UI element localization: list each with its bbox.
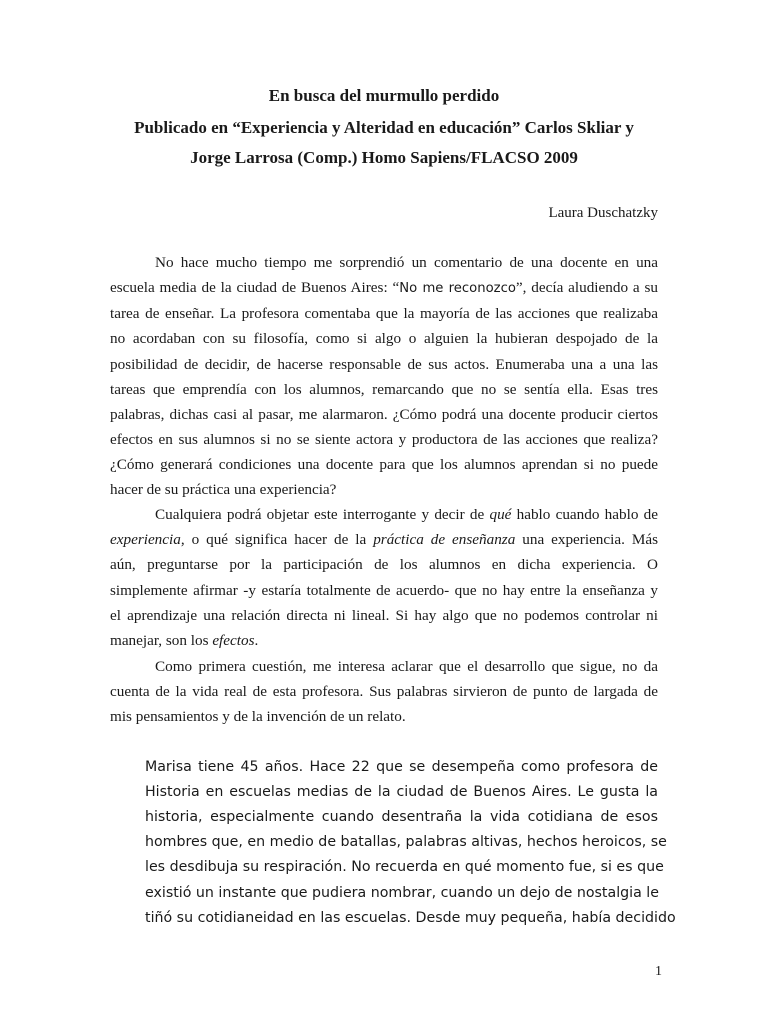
emphasis-text: qué [489, 506, 512, 523]
text-line: no acordaban con su filosofía, como si algo o alguien la hubieran despojado de la [110, 330, 658, 347]
narrative-line: tiñó su cotidianeidad en las escuelas. Desde muy pequeña, había decidido [145, 910, 676, 926]
narrative-line: Historia en escuelas medias de la ciudad de Buenos Aires. Le gusta la [145, 784, 658, 800]
text-line: tarea de enseñar. La profesora comentaba que la mayoría de las acciones que realizaba [110, 305, 658, 322]
narrative-line: historia, especialmente cuando desentraña la vida cotidiana de esos [145, 809, 658, 825]
narrative-line: Marisa tiene 45 años. Hace 22 que se desempeña como profesora de [145, 759, 658, 775]
text-line: aún, preguntarse por la participación de los alumnos en dicha experiencia. O [110, 556, 658, 573]
emphasis-text: experiencia [110, 531, 181, 548]
publication-info-line-2: Jorge Larrosa (Comp.) Homo Sapiens/FLACSO 2009 [190, 148, 578, 167]
narrative-line: existió un instante que pudiera nombrar, cuando un dejo de nostalgia le [145, 885, 659, 901]
text-line: el aprendizaje una relación directa ni lineal. Si hay algo que no podemos controlar ni [110, 607, 658, 624]
text-line: No hace mucho tiempo me sorprendió un comentario de una docente en una [155, 254, 658, 271]
document-title: En busca del murmullo perdido [268, 86, 500, 105]
emphasis-text: práctica de enseñanza [373, 531, 516, 548]
text-line: tareas que emprendía con los alumnos, remarcando que no se sentía ella. Esas tres [110, 381, 658, 398]
narrative-line: les desdibuja su respiración. No recuerda en qué momento fue, si es que [145, 859, 664, 875]
author-name: Laura Duschatzky [548, 205, 658, 221]
text-line: mis pensamientos y de la invención de un relato. [110, 708, 406, 725]
text-line: experiencia, o qué significa hacer de la práctica de enseñanza una experiencia. Más [110, 531, 658, 548]
text-line: palabras, dichas casi al pasar, me alarmaron. ¿Cómo podrá una docente producir ciertos [110, 406, 658, 423]
emphasis-text: efectos [212, 632, 255, 649]
text-line: hacer de su práctica una experiencia? [110, 481, 337, 498]
text-line: efectos en sus alumnos si no se siente actora y productora de las acciones que realiza? [110, 431, 658, 448]
publication-info-line-1: Publicado en “Experiencia y Alteridad en educación” Carlos Skliar y [134, 118, 634, 137]
text-line: ¿Cómo generará condiciones una docente para que los alumnos aprendan si no puede [110, 456, 658, 473]
text-line: Como primera cuestión, me interesa aclarar que el desarrollo que sigue, no da [155, 658, 658, 675]
page-number: 1 [655, 964, 662, 979]
text-line: posibilidad de decidir, de hacerse responsable de sus actos. Enumeraba una a una las [110, 356, 658, 373]
text-line: manejar, son los efectos. [110, 632, 259, 649]
text-line: escuela media de la ciudad de Buenos Aires: “No me reconozco”, decía aludiendo a su [110, 279, 658, 296]
text-line: cuenta de la vida real de esta profesora. Sus palabras sirvieron de punto de largada de [110, 683, 658, 700]
text-line: Cualquiera podrá objetar este interrogante y decir de qué hablo cuando hablo de [155, 506, 658, 523]
text-line: simplemente afirmar -y estaría totalmente de acuerdo- que no hay entre la enseñanza y [110, 582, 658, 599]
narrative-line: hombres que, en medio de batallas, palabras altivas, hechos heroicos, se [145, 834, 667, 850]
quoted-phrase: No me reconozco [399, 281, 516, 296]
